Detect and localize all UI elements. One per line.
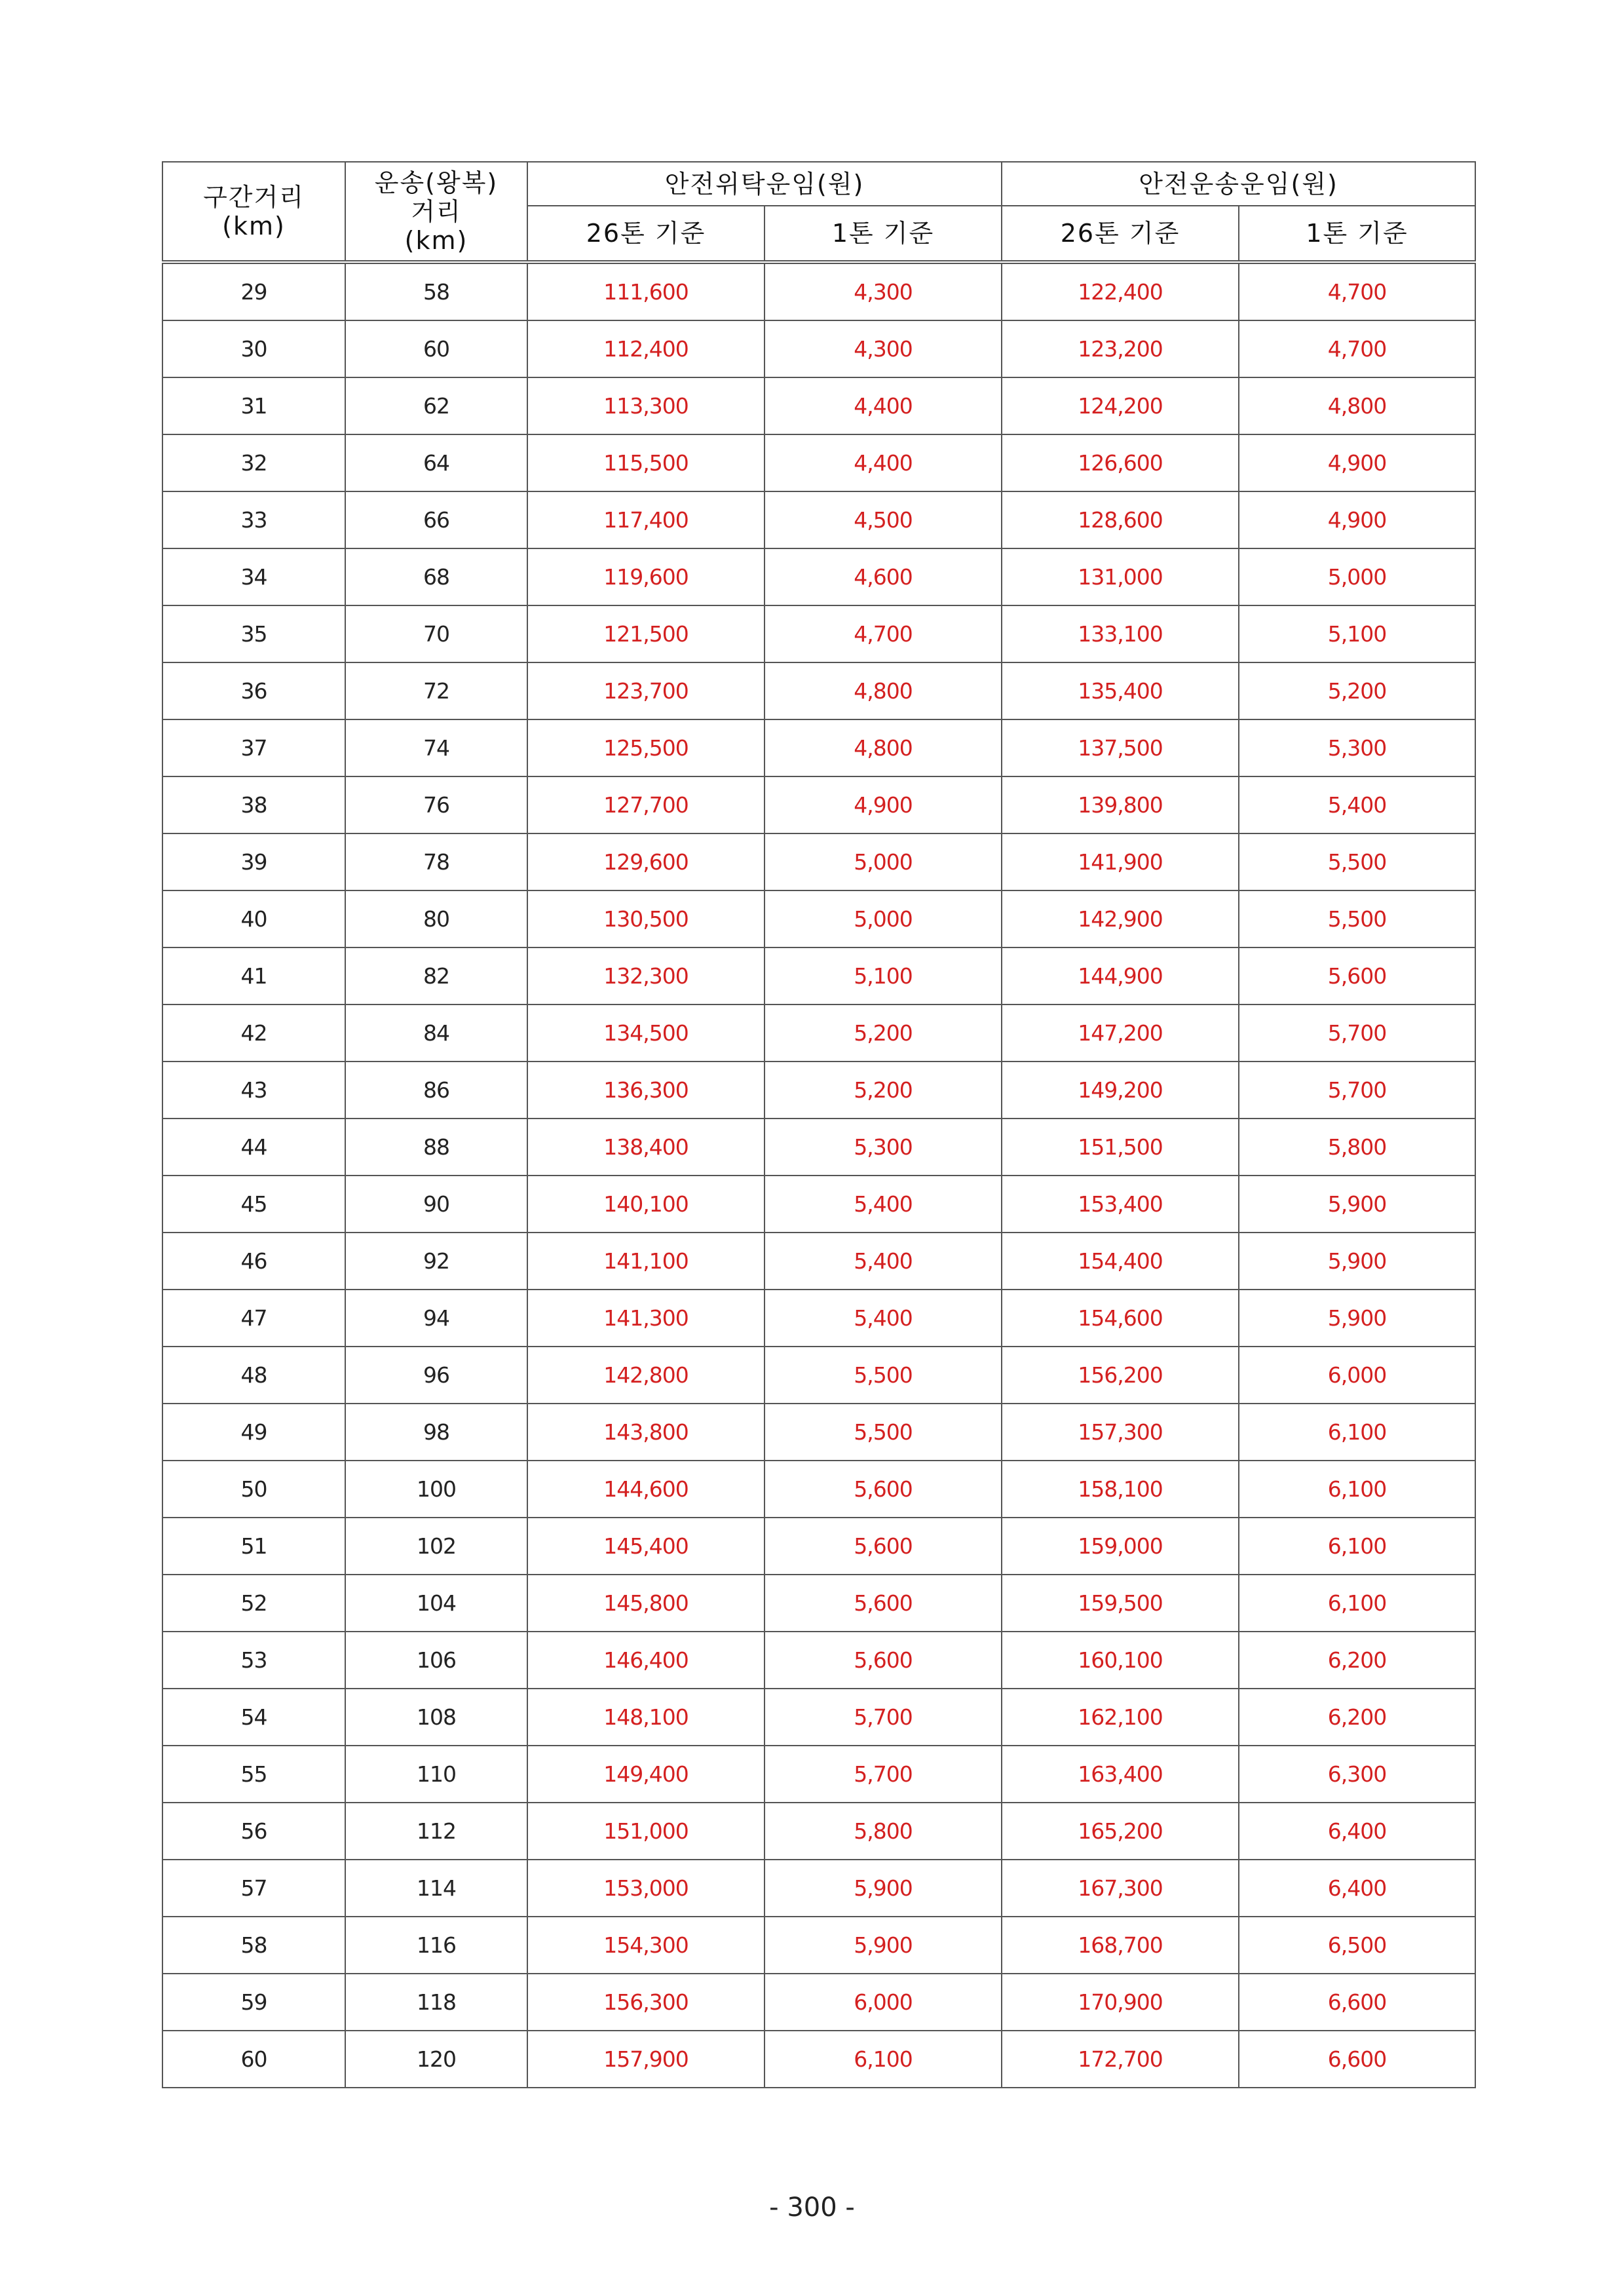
transport-distance-cell: 100 (345, 1461, 527, 1518)
consign-26ton-cell: 151,000 (527, 1803, 765, 1860)
consign-1ton-cell: 5,700 (765, 1689, 1002, 1746)
transport-1ton-cell: 5,800 (1239, 1119, 1475, 1176)
consign-26ton-cell: 113,300 (527, 377, 765, 434)
transport-1ton-cell: 6,400 (1239, 1860, 1475, 1917)
transport-1ton-cell: 5,900 (1239, 1290, 1475, 1347)
section-distance-cell: 48 (162, 1347, 345, 1404)
consign-1ton-cell: 5,000 (765, 833, 1002, 890)
transport-1ton-cell: 5,300 (1239, 719, 1475, 776)
transport-26ton-cell: 154,600 (1002, 1290, 1239, 1347)
transport-1ton-cell: 6,100 (1239, 1404, 1475, 1461)
transport-distance-cell: 118 (345, 1974, 527, 2031)
transport-distance-cell: 78 (345, 833, 527, 890)
section-distance-cell: 33 (162, 491, 345, 548)
transport-26ton-cell: 151,500 (1002, 1119, 1239, 1176)
transport-26ton-cell: 156,200 (1002, 1347, 1239, 1404)
transport-distance-cell: 82 (345, 947, 527, 1004)
consign-1ton-cell: 4,400 (765, 377, 1002, 434)
consign-1ton-cell: 4,500 (765, 491, 1002, 548)
header-consign-26ton: 26톤 기준 (527, 206, 765, 262)
transport-26ton-cell: 153,400 (1002, 1176, 1239, 1233)
table-row (162, 1917, 1475, 1974)
transport-26ton-cell: 128,600 (1002, 491, 1239, 548)
transport-1ton-cell: 5,000 (1239, 548, 1475, 605)
page-number: - 300 - (769, 2192, 855, 2223)
table-row (162, 1632, 1475, 1689)
transport-1ton-cell: 5,100 (1239, 605, 1475, 662)
consign-1ton-cell: 4,300 (765, 262, 1002, 320)
consign-26ton-cell: 146,400 (527, 1632, 765, 1689)
header-safety-consign-rate: 안전위탁운임(원) (527, 162, 1002, 206)
transport-1ton-cell: 5,200 (1239, 662, 1475, 719)
header-text: 구간거리 (203, 182, 305, 212)
table-row (162, 1746, 1475, 1803)
transport-1ton-cell: 5,700 (1239, 1062, 1475, 1119)
table-body (162, 262, 1475, 2088)
table-row (162, 1803, 1475, 1860)
table-row (162, 1404, 1475, 1461)
consign-26ton-cell: 154,300 (527, 1917, 765, 1974)
transport-distance-cell: 74 (345, 719, 527, 776)
consign-26ton-cell: 125,500 (527, 719, 765, 776)
transport-distance-cell: 88 (345, 1119, 527, 1176)
section-distance-cell: 56 (162, 1803, 345, 1860)
section-distance-cell: 37 (162, 719, 345, 776)
table-row (162, 320, 1475, 377)
section-distance-cell: 44 (162, 1119, 345, 1176)
consign-1ton-cell: 5,900 (765, 1860, 1002, 1917)
consign-1ton-cell: 5,600 (765, 1575, 1002, 1632)
section-distance-cell: 35 (162, 605, 345, 662)
transport-1ton-cell: 4,800 (1239, 377, 1475, 434)
table-row (162, 377, 1475, 434)
transport-1ton-cell: 4,900 (1239, 491, 1475, 548)
transport-distance-cell: 102 (345, 1518, 527, 1575)
transport-26ton-cell: 135,400 (1002, 662, 1239, 719)
transport-distance-cell: 68 (345, 548, 527, 605)
consign-26ton-cell: 157,900 (527, 2031, 765, 2088)
consign-26ton-cell: 153,000 (527, 1860, 765, 1917)
consign-26ton-cell: 140,100 (527, 1176, 765, 1233)
transport-26ton-cell: 131,000 (1002, 548, 1239, 605)
transport-distance-cell: 120 (345, 2031, 527, 2088)
section-distance-cell: 36 (162, 662, 345, 719)
transport-distance-cell: 72 (345, 662, 527, 719)
table-row (162, 1062, 1475, 1119)
consign-26ton-cell: 129,600 (527, 833, 765, 890)
transport-1ton-cell: 5,500 (1239, 890, 1475, 947)
consign-1ton-cell: 5,200 (765, 1062, 1002, 1119)
header-safety-transport-rate: 안전운송운임(원) (1002, 162, 1475, 206)
consign-26ton-cell: 127,700 (527, 776, 765, 833)
consign-26ton-cell: 145,800 (527, 1575, 765, 1632)
transport-distance-cell: 92 (345, 1233, 527, 1290)
transport-distance-cell: 70 (345, 605, 527, 662)
header-unit: (km) (404, 225, 468, 255)
consign-26ton-cell: 141,300 (527, 1290, 765, 1347)
transport-distance-cell: 60 (345, 320, 527, 377)
table-row (162, 947, 1475, 1004)
consign-26ton-cell: 136,300 (527, 1062, 765, 1119)
section-distance-cell: 58 (162, 1917, 345, 1974)
consign-1ton-cell: 5,600 (765, 1461, 1002, 1518)
transport-distance-cell: 106 (345, 1632, 527, 1689)
consign-1ton-cell: 6,000 (765, 1974, 1002, 2031)
transport-26ton-cell: 124,200 (1002, 377, 1239, 434)
section-distance-cell: 53 (162, 1632, 345, 1689)
consign-1ton-cell: 6,100 (765, 2031, 1002, 2088)
transport-26ton-cell: 165,200 (1002, 1803, 1239, 1860)
transport-26ton-cell: 123,200 (1002, 320, 1239, 377)
transport-26ton-cell: 137,500 (1002, 719, 1239, 776)
transport-distance-cell: 64 (345, 434, 527, 491)
transport-distance-cell: 110 (345, 1746, 527, 1803)
transport-26ton-cell: 141,900 (1002, 833, 1239, 890)
table-row (162, 662, 1475, 719)
consign-1ton-cell: 4,700 (765, 605, 1002, 662)
consign-26ton-cell: 119,600 (527, 548, 765, 605)
consign-1ton-cell: 4,600 (765, 548, 1002, 605)
transport-1ton-cell: 5,600 (1239, 947, 1475, 1004)
table-row (162, 1119, 1475, 1176)
transport-1ton-cell: 4,700 (1239, 262, 1475, 320)
consign-1ton-cell: 5,800 (765, 1803, 1002, 1860)
transport-1ton-cell: 6,200 (1239, 1632, 1475, 1689)
section-distance-cell: 50 (162, 1461, 345, 1518)
transport-26ton-cell: 170,900 (1002, 1974, 1239, 2031)
header-row (162, 162, 1475, 206)
transport-distance-cell: 76 (345, 776, 527, 833)
transport-1ton-cell: 4,700 (1239, 320, 1475, 377)
transport-distance-cell: 90 (345, 1176, 527, 1233)
transport-distance-cell: 116 (345, 1917, 527, 1974)
table-row (162, 719, 1475, 776)
consign-26ton-cell: 144,600 (527, 1461, 765, 1518)
transport-26ton-cell: 144,900 (1002, 947, 1239, 1004)
consign-1ton-cell: 4,300 (765, 320, 1002, 377)
section-distance-cell: 42 (162, 1004, 345, 1062)
header-consign-1ton: 1톤 기준 (765, 206, 1002, 262)
section-distance-cell: 54 (162, 1689, 345, 1746)
table-row (162, 1461, 1475, 1518)
table-row (162, 1290, 1475, 1347)
consign-1ton-cell: 5,500 (765, 1404, 1002, 1461)
consign-26ton-cell: 141,100 (527, 1233, 765, 1290)
transport-distance-cell: 112 (345, 1803, 527, 1860)
transport-distance-cell: 104 (345, 1575, 527, 1632)
transport-distance-cell: 66 (345, 491, 527, 548)
section-distance-cell: 38 (162, 776, 345, 833)
table-row (162, 1689, 1475, 1746)
transport-1ton-cell: 6,300 (1239, 1746, 1475, 1803)
section-distance-cell: 41 (162, 947, 345, 1004)
transport-distance-cell: 98 (345, 1404, 527, 1461)
section-distance-cell: 60 (162, 2031, 345, 2088)
transport-26ton-cell: 162,100 (1002, 1689, 1239, 1746)
header-unit: (km) (222, 211, 286, 240)
consign-26ton-cell: 111,600 (527, 262, 765, 320)
transport-1ton-cell: 6,600 (1239, 1974, 1475, 2031)
consign-26ton-cell: 121,500 (527, 605, 765, 662)
consign-1ton-cell: 5,100 (765, 947, 1002, 1004)
table-row (162, 1860, 1475, 1917)
consign-26ton-cell: 138,400 (527, 1119, 765, 1176)
section-distance-cell: 49 (162, 1404, 345, 1461)
transport-26ton-cell: 160,100 (1002, 1632, 1239, 1689)
transport-distance-cell: 86 (345, 1062, 527, 1119)
table-row (162, 491, 1475, 548)
consign-1ton-cell: 5,900 (765, 1917, 1002, 1974)
table-row (162, 1004, 1475, 1062)
section-distance-cell: 57 (162, 1860, 345, 1917)
table-row (162, 833, 1475, 890)
section-distance-cell: 51 (162, 1518, 345, 1575)
transport-1ton-cell: 4,900 (1239, 434, 1475, 491)
table-row (162, 1347, 1475, 1404)
consign-26ton-cell: 156,300 (527, 1974, 765, 2031)
consign-26ton-cell: 142,800 (527, 1347, 765, 1404)
transport-26ton-cell: 133,100 (1002, 605, 1239, 662)
consign-26ton-cell: 117,400 (527, 491, 765, 548)
consign-26ton-cell: 149,400 (527, 1746, 765, 1803)
section-distance-cell: 40 (162, 890, 345, 947)
transport-26ton-cell: 159,500 (1002, 1575, 1239, 1632)
section-distance-cell: 32 (162, 434, 345, 491)
consign-26ton-cell: 132,300 (527, 947, 765, 1004)
consign-1ton-cell: 5,600 (765, 1518, 1002, 1575)
table-row (162, 2031, 1475, 2088)
table-row (162, 1974, 1475, 2031)
transport-1ton-cell: 5,400 (1239, 776, 1475, 833)
transport-26ton-cell: 167,300 (1002, 1860, 1239, 1917)
transport-1ton-cell: 5,900 (1239, 1176, 1475, 1233)
table-row (162, 1575, 1475, 1632)
transport-distance-cell: 96 (345, 1347, 527, 1404)
consign-26ton-cell: 143,800 (527, 1404, 765, 1461)
consign-26ton-cell: 145,400 (527, 1518, 765, 1575)
transport-1ton-cell: 6,100 (1239, 1461, 1475, 1518)
consign-1ton-cell: 5,500 (765, 1347, 1002, 1404)
transport-26ton-cell: 172,700 (1002, 2031, 1239, 2088)
transport-distance-cell: 108 (345, 1689, 527, 1746)
transport-1ton-cell: 5,500 (1239, 833, 1475, 890)
consign-26ton-cell: 115,500 (527, 434, 765, 491)
header-transport-distance (345, 162, 527, 262)
transport-distance-cell: 80 (345, 890, 527, 947)
consign-26ton-cell: 123,700 (527, 662, 765, 719)
transport-1ton-cell: 6,100 (1239, 1518, 1475, 1575)
section-distance-cell: 34 (162, 548, 345, 605)
consign-1ton-cell: 5,300 (765, 1119, 1002, 1176)
section-distance-cell: 43 (162, 1062, 345, 1119)
section-distance-cell: 30 (162, 320, 345, 377)
section-distance-cell: 47 (162, 1290, 345, 1347)
transport-distance-cell: 58 (345, 262, 527, 320)
transport-26ton-cell: 122,400 (1002, 262, 1239, 320)
transport-26ton-cell: 168,700 (1002, 1917, 1239, 1974)
transport-26ton-cell: 163,400 (1002, 1746, 1239, 1803)
consign-1ton-cell: 5,700 (765, 1746, 1002, 1803)
transport-26ton-cell: 159,000 (1002, 1518, 1239, 1575)
section-distance-cell: 55 (162, 1746, 345, 1803)
consign-26ton-cell: 148,100 (527, 1689, 765, 1746)
section-distance-cell: 46 (162, 1233, 345, 1290)
transport-26ton-cell: 158,100 (1002, 1461, 1239, 1518)
transport-1ton-cell: 5,700 (1239, 1004, 1475, 1062)
transport-distance-cell: 84 (345, 1004, 527, 1062)
consign-26ton-cell: 130,500 (527, 890, 765, 947)
section-distance-cell: 39 (162, 833, 345, 890)
table-row (162, 434, 1475, 491)
transport-1ton-cell: 6,100 (1239, 1575, 1475, 1632)
table-row (162, 776, 1475, 833)
transport-26ton-cell: 139,800 (1002, 776, 1239, 833)
consign-1ton-cell: 5,400 (765, 1176, 1002, 1233)
transport-1ton-cell: 6,000 (1239, 1347, 1475, 1404)
transport-26ton-cell: 142,900 (1002, 890, 1239, 947)
consign-1ton-cell: 4,900 (765, 776, 1002, 833)
section-distance-cell: 31 (162, 377, 345, 434)
section-distance-cell: 29 (162, 262, 345, 320)
header-transport-26ton: 26톤 기준 (1002, 206, 1239, 262)
transport-26ton-cell: 154,400 (1002, 1233, 1239, 1290)
transport-1ton-cell: 6,500 (1239, 1917, 1475, 1974)
transport-distance-cell: 62 (345, 377, 527, 434)
consign-1ton-cell: 5,400 (765, 1233, 1002, 1290)
consign-1ton-cell: 4,800 (765, 662, 1002, 719)
consign-1ton-cell: 5,200 (765, 1004, 1002, 1062)
consign-1ton-cell: 5,600 (765, 1632, 1002, 1689)
transport-1ton-cell: 6,600 (1239, 2031, 1475, 2088)
section-distance-cell: 45 (162, 1176, 345, 1233)
transport-1ton-cell: 6,400 (1239, 1803, 1475, 1860)
header-section-distance (162, 162, 345, 262)
transport-26ton-cell: 157,300 (1002, 1404, 1239, 1461)
fare-table (162, 161, 1476, 2088)
transport-1ton-cell: 6,200 (1239, 1689, 1475, 1746)
transport-26ton-cell: 149,200 (1002, 1062, 1239, 1119)
consign-1ton-cell: 4,400 (765, 434, 1002, 491)
transport-26ton-cell: 147,200 (1002, 1004, 1239, 1062)
header-transport-1ton: 1톤 기준 (1239, 206, 1475, 262)
consign-26ton-cell: 112,400 (527, 320, 765, 377)
consign-1ton-cell: 5,000 (765, 890, 1002, 947)
section-distance-cell: 52 (162, 1575, 345, 1632)
transport-distance-cell: 114 (345, 1860, 527, 1917)
consign-1ton-cell: 4,800 (765, 719, 1002, 776)
table-row (162, 890, 1475, 947)
table-row (162, 605, 1475, 662)
consign-1ton-cell: 5,400 (765, 1290, 1002, 1347)
transport-distance-cell: 94 (345, 1290, 527, 1347)
transport-26ton-cell: 126,600 (1002, 434, 1239, 491)
table-row (162, 1176, 1475, 1233)
transport-1ton-cell: 5,900 (1239, 1233, 1475, 1290)
table-row (162, 1233, 1475, 1290)
table-row (162, 262, 1475, 320)
section-distance-cell: 59 (162, 1974, 345, 2031)
table-row (162, 548, 1475, 605)
header-text: 거리 (411, 197, 462, 226)
table-row (162, 1518, 1475, 1575)
header-text: 운송(왕복) (374, 168, 499, 197)
consign-26ton-cell: 134,500 (527, 1004, 765, 1062)
